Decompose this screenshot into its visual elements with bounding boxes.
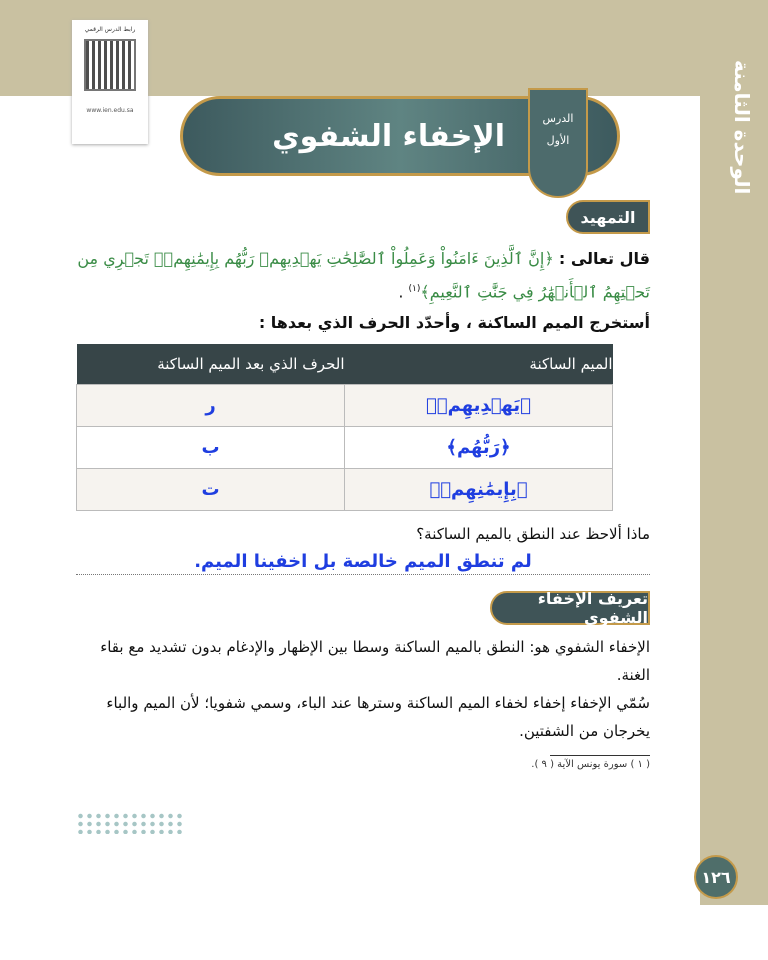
exercise-table (76, 344, 613, 511)
lesson-tag (528, 88, 588, 198)
table-cell: ﴿يَهۡدِيهِمۡ﴾ (345, 384, 613, 426)
side-decorative-band (700, 0, 768, 905)
table-cell: ﴿رَبُّهُم﴾ (345, 426, 613, 468)
footnote: ( ١ ) سورة يونس الآية ( ٩ ). (531, 758, 650, 770)
footnote-ref: (١) (408, 284, 421, 294)
decorative-dots (76, 812, 186, 834)
question: ماذا ألاحظ عند النطق بالميم الساكنة؟ (416, 524, 650, 543)
definition-heading: تعريف الإخفاء الشفوي (490, 591, 650, 625)
lesson-tag-line1: الدرس (542, 112, 574, 125)
table-cell: ب (77, 426, 345, 468)
table-row (77, 468, 613, 510)
unit-label: الوحدة الثامنة (730, 60, 754, 195)
verse-line1: ﴿إِنَّ ٱلَّذِينَ ءَامَنُواْ وَعَمِلُواْ ٱلصَّٰلِحَٰتِ يَهۡدِيهِمۡ رَبُّهُم بِإِيمَٰنِهِمۡۖ تَجۡرِي مِن تَحۡتِهِمُ (77, 249, 650, 302)
qr-card[interactable] (72, 20, 148, 144)
verse-prefix: قال تعالى : (558, 249, 650, 268)
intro-heading: التمهيد (566, 200, 650, 234)
footnote-divider (550, 755, 650, 756)
table-row (77, 384, 613, 426)
lesson-title: الإخفاء الشفوي (272, 118, 505, 154)
lesson-tag-line2: الأول (546, 134, 570, 147)
table-cell: ﴿بِإِيمَٰنِهِمۡ﴾ (345, 468, 613, 510)
verse-block: قال تعالى : ﴿إِنَّ ٱلَّذِينَ ءَامَنُواْ وَعَمِلُواْ ٱلصَّٰلِحَٰتِ يَهۡدِيهِمۡ رَبُّهُم بِإِيمَٰنِهِمۡۖ تَجۡرِي مِن تَحۡتِهِمُ ٱلۡأَنۡهَٰرُ فِي جَنَّٰتِ ٱلنَّعِيمِ﴾$^{(١)}$ . (77, 249, 650, 302)
table-header: الميم الساكنة (345, 344, 613, 384)
qr-caption: رابط الدرس الرقمي (84, 26, 136, 33)
table-cell: ر (77, 384, 345, 426)
page-number: ١٢٦ (694, 855, 738, 899)
verse-line2: ٱلۡأَنۡهَٰرُ فِي جَنَّٰتِ ٱلنَّعِيمِ﴾ (420, 282, 598, 302)
definition-para2: سُمّي الإخفاء إخفاء لخفاء الميم الساكنة وسترها عند الباء، وسمي شفويا؛ لأن الميم والباء يخرجان من الشفتين. (106, 693, 650, 740)
answer-field[interactable]: لم تنطق الميم خالصة بل اخفينا الميم. (76, 551, 650, 575)
qr-code-icon[interactable] (84, 39, 136, 91)
qr-url[interactable]: www.ien.edu.sa (86, 107, 134, 114)
instruction: أستخرج الميم الساكنة ، وأحدّد الحرف الذي بعدها : (258, 313, 650, 333)
table-header: الحرف الذي بعد الميم الساكنة (77, 344, 345, 384)
table-row (77, 426, 613, 468)
definition-para1: الإخفاء الشفوي هو: النطق بالميم الساكنة وسطا بين الإظهار والإدغام بدون تشديد مع بقاء الغنة. (100, 637, 650, 684)
table-cell: ت (77, 468, 345, 510)
lesson-content (76, 200, 650, 770)
